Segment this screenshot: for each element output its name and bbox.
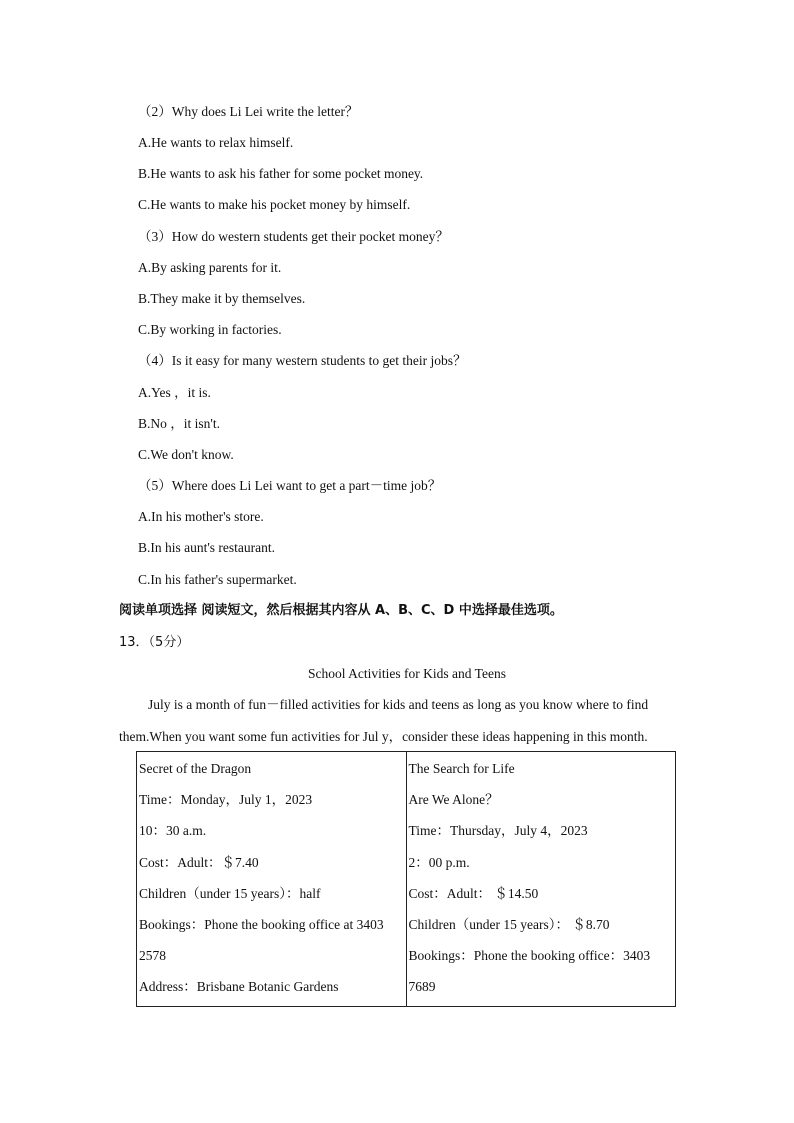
cell-line: Cost：Adult：＄7.40 bbox=[139, 854, 259, 870]
activities-table bbox=[136, 751, 676, 1007]
question-4-option-a: A.Yes ，it is. bbox=[138, 385, 211, 400]
question-2-option-a: A.He wants to relax himself. bbox=[138, 135, 294, 150]
section-heading: 阅读单项选择 阅读短文，然后根据其内容从 A、B、C、D 中选择最佳选项。 bbox=[119, 603, 563, 618]
question-3-option-c: C.By working in factories. bbox=[138, 322, 282, 337]
question-2-option-c: C.He wants to make his pocket money by himself. bbox=[138, 197, 411, 212]
question-2-stem: （2）Why does Li Lei write the letter？ bbox=[138, 104, 359, 119]
cell-line: The Search for Life bbox=[408, 761, 515, 776]
cell-line: Address：Brisbane Botanic Gardens bbox=[139, 979, 339, 995]
cell-line: 2578 bbox=[139, 948, 166, 964]
activity-cell-the-search-for-life bbox=[406, 752, 676, 1007]
question-5-option-c: C.In his father's supermarket. bbox=[138, 572, 297, 587]
activity-cell-secret-of-the-dragon bbox=[137, 752, 407, 1007]
question-4-option-c: C.We don't know. bbox=[138, 447, 234, 462]
question-5-option-b: B.In his aunt's restaurant. bbox=[138, 540, 276, 555]
question-5-option-a: A.In his mother's store. bbox=[138, 509, 264, 524]
intro-line-1: July is a month of fun－filled activities for kids and teens as long as you know where to find bbox=[148, 697, 649, 712]
cell-line: Children（under 15 years）： ＄8.70 bbox=[408, 916, 610, 932]
cell-line: Time：Monday，July 1，2023 bbox=[139, 792, 313, 808]
question-5-stem: （5）Where does Li Lei want to get a part－time job？ bbox=[138, 478, 442, 493]
question-3-option-a: A.By asking parents for it. bbox=[138, 260, 282, 275]
question-3-option-b: B.They make it by themselves. bbox=[138, 291, 306, 306]
passage-title: School Activities for Kids and Teens bbox=[308, 666, 506, 681]
cell-line: Children（under 15 years）：half bbox=[139, 885, 321, 901]
question-4-stem: （4）Is it easy for many western students to get their jobs？ bbox=[138, 353, 467, 368]
cell-line: Secret of the Dragon bbox=[139, 761, 252, 776]
cell-line: Cost：Adult： ＄14.50 bbox=[408, 885, 539, 901]
cell-line: Time：Thursday，July 4，2023 bbox=[408, 823, 588, 839]
question-4-option-b: B.No ，it isn't. bbox=[138, 416, 220, 431]
question-number: 13．（5分） bbox=[119, 635, 190, 650]
cell-line: 2：00 p.m. bbox=[408, 854, 470, 870]
cell-line: Bookings：Phone the booking office at 3403 bbox=[139, 916, 384, 932]
intro-line-2: them.When you want some fun activities for Jul y，consider these ideas happening in this month. bbox=[119, 729, 648, 744]
question-2-option-b: B.He wants to ask his father for some pocket money. bbox=[138, 166, 424, 181]
cell-line: 10：30 a.m. bbox=[139, 823, 207, 839]
table-row bbox=[137, 752, 676, 1007]
cell-line: 7689 bbox=[408, 979, 436, 995]
cell-line: Bookings：Phone the booking office：3403 bbox=[408, 948, 651, 964]
cell-line: Are We Alone？ bbox=[408, 792, 499, 808]
question-3-stem: （3）How do western students get their pocket money？ bbox=[138, 229, 449, 244]
